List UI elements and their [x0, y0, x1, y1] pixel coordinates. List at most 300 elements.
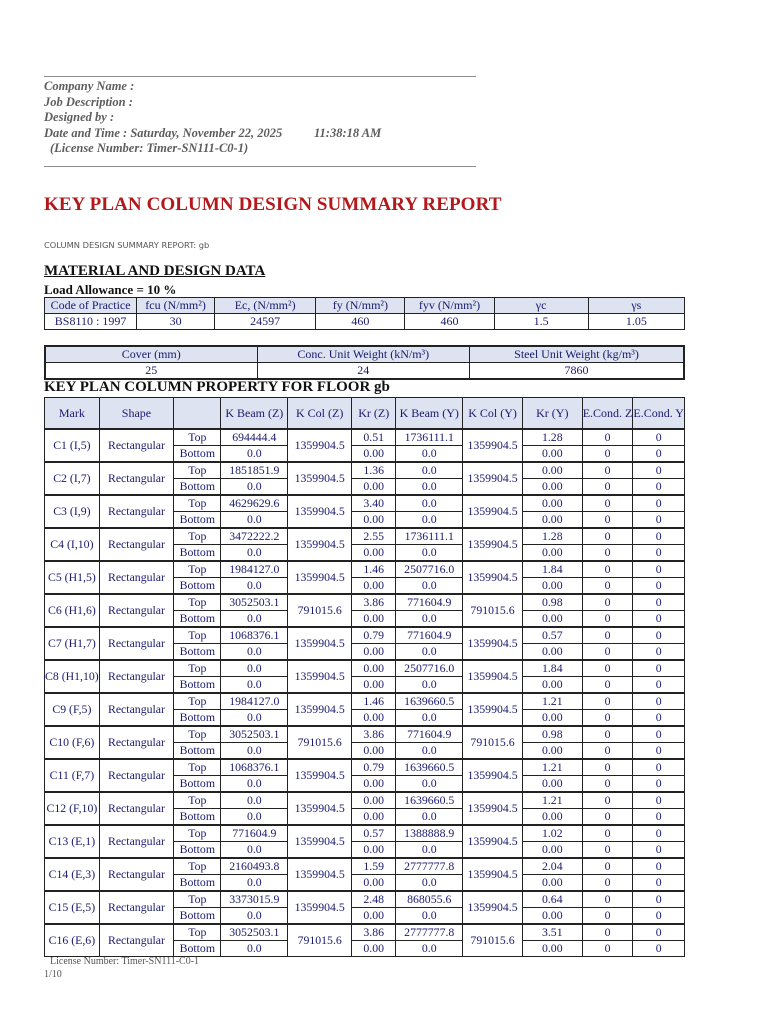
econd-z-value: 0 [582, 660, 633, 677]
position-label: Top [174, 924, 221, 941]
column-shape: Rectangular [99, 825, 173, 858]
table-row [45, 693, 685, 710]
header-kr-y: Kr (Y) [522, 398, 582, 430]
kbeam-z-value: 1984127.0 [221, 561, 288, 578]
position-label: Bottom [174, 941, 221, 957]
kcol-z-value: 1359904.5 [288, 660, 352, 693]
kbeam-z-value: 0.0 [221, 578, 288, 595]
kr-z-value: 0.00 [352, 743, 396, 760]
econd-z-value: 0 [582, 429, 633, 446]
econd-z-value: 0 [582, 512, 633, 529]
kbeam-y-value: 0.0 [396, 545, 463, 562]
kbeam-z-value: 771604.9 [221, 825, 288, 842]
econd-y-value: 0 [633, 825, 685, 842]
kbeam-z-value: 3052503.1 [221, 726, 288, 743]
kcol-y-value: 1359904.5 [463, 891, 523, 924]
kbeam-z-value: 0.0 [221, 710, 288, 727]
kr-y-value: 0.00 [522, 743, 582, 760]
kr-z-value: 0.00 [352, 875, 396, 892]
econd-z-value: 0 [582, 710, 633, 727]
column-mark: C11 (F,7) [45, 759, 100, 792]
econd-z-value: 0 [582, 528, 633, 545]
kr-y-value: 1.21 [522, 792, 582, 809]
econd-y-value: 0 [633, 512, 685, 529]
kr-z-value: 0.00 [352, 677, 396, 694]
kr-y-value: 0.00 [522, 512, 582, 529]
kcol-y-value: 1359904.5 [463, 561, 523, 594]
kcol-y-value: 1359904.5 [463, 693, 523, 726]
kr-y-value: 0.00 [522, 611, 582, 628]
econd-y-value: 0 [633, 726, 685, 743]
column-mark: C6 (H1,6) [45, 594, 100, 627]
weight-value: 25 [45, 363, 257, 380]
column-mark: C10 (F,6) [45, 726, 100, 759]
position-label: Bottom [174, 611, 221, 628]
kbeam-y-value: 0.0 [396, 710, 463, 727]
property-section-title: KEY PLAN COLUMN PROPERTY FOR FLOOR gb [44, 379, 390, 395]
kr-z-value: 1.36 [352, 462, 396, 479]
kcol-z-value: 1359904.5 [288, 759, 352, 792]
position-label: Top [174, 561, 221, 578]
material-header: Code of Practice [45, 298, 137, 314]
kbeam-y-value: 868055.6 [396, 891, 463, 908]
kbeam-z-value: 3052503.1 [221, 924, 288, 941]
header-bottom-rule [44, 166, 476, 167]
header-kcol-z: K Col (Z) [288, 398, 352, 430]
column-mark: C12 (F,10) [45, 792, 100, 825]
table-row [45, 561, 685, 578]
table-row [45, 891, 685, 908]
kr-y-value: 0.00 [522, 941, 582, 957]
report-time: 11:38:18 AM [314, 125, 382, 140]
kr-y-value: 0.00 [522, 644, 582, 661]
table-row [45, 726, 685, 743]
kbeam-y-value: 0.0 [396, 875, 463, 892]
material-header-row [45, 298, 685, 314]
kbeam-z-value: 1068376.1 [221, 759, 288, 776]
position-label: Top [174, 726, 221, 743]
position-label: Top [174, 429, 221, 446]
position-label: Bottom [174, 743, 221, 760]
position-label: Top [174, 693, 221, 710]
econd-z-value: 0 [582, 858, 633, 875]
column-shape: Rectangular [99, 561, 173, 594]
kr-y-value: 0.00 [522, 677, 582, 694]
kbeam-y-value: 1639660.5 [396, 792, 463, 809]
column-mark: C5 (H1,5) [45, 561, 100, 594]
econd-y-value: 0 [633, 908, 685, 925]
report-header [44, 79, 484, 157]
econd-z-value: 0 [582, 462, 633, 479]
designed-by: Designed by : [44, 110, 115, 124]
date-time-line [44, 126, 484, 142]
kbeam-z-value: 3052503.1 [221, 594, 288, 611]
econd-y-value: 0 [633, 842, 685, 859]
column-mark: C16 (E,6) [45, 924, 100, 957]
material-value: 30 [137, 314, 215, 330]
kbeam-z-value: 0.0 [221, 644, 288, 661]
weight-value-row [45, 363, 684, 380]
econd-y-value: 0 [633, 809, 685, 826]
kcol-y-value: 1359904.5 [463, 627, 523, 660]
kr-z-value: 0.00 [352, 710, 396, 727]
header-kcol-y: K Col (Y) [463, 398, 523, 430]
weight-value: 7860 [470, 363, 684, 380]
kbeam-y-value: 0.0 [396, 776, 463, 793]
column-mark: C4 (I,10) [45, 528, 100, 561]
kbeam-y-value: 0.0 [396, 578, 463, 595]
kr-z-value: 0.00 [352, 578, 396, 595]
weight-table [44, 345, 685, 380]
econd-y-value: 0 [633, 924, 685, 941]
kbeam-y-value: 2777777.8 [396, 858, 463, 875]
position-label: Bottom [174, 446, 221, 463]
position-label: Bottom [174, 875, 221, 892]
weight-value: 24 [257, 363, 470, 380]
kbeam-z-value: 694444.4 [221, 429, 288, 446]
kr-y-value: 0.00 [522, 446, 582, 463]
kr-z-value: 3.86 [352, 726, 396, 743]
econd-z-value: 0 [582, 743, 633, 760]
header-kr-z: Kr (Z) [352, 398, 396, 430]
weight-header: Cover (mm) [45, 346, 257, 363]
kr-y-value: 0.00 [522, 908, 582, 925]
kcol-y-value: 1359904.5 [463, 495, 523, 528]
header-position [174, 398, 221, 430]
position-label: Top [174, 462, 221, 479]
company-name: Company Name : [44, 79, 135, 93]
column-shape: Rectangular [99, 462, 173, 495]
position-label: Top [174, 627, 221, 644]
kr-z-value: 0.57 [352, 825, 396, 842]
column-mark: C1 (I,5) [45, 429, 100, 462]
table-row [45, 462, 685, 479]
kr-z-value: 1.59 [352, 858, 396, 875]
kr-z-value: 2.48 [352, 891, 396, 908]
position-label: Top [174, 759, 221, 776]
kbeam-z-value: 0.0 [221, 875, 288, 892]
kr-y-value: 0.00 [522, 462, 582, 479]
table-row [45, 660, 685, 677]
kbeam-z-value: 0.0 [221, 908, 288, 925]
kr-y-value: 1.21 [522, 759, 582, 776]
table-row [45, 792, 685, 809]
kbeam-y-value: 0.0 [396, 908, 463, 925]
kcol-z-value: 791015.6 [288, 726, 352, 759]
table-row [45, 924, 685, 941]
kcol-z-value: 1359904.5 [288, 891, 352, 924]
kcol-z-value: 1359904.5 [288, 792, 352, 825]
kbeam-y-value: 0.0 [396, 677, 463, 694]
econd-z-value: 0 [582, 578, 633, 595]
column-shape: Rectangular [99, 693, 173, 726]
page-footer [44, 955, 199, 981]
kcol-z-value: 791015.6 [288, 924, 352, 957]
econd-z-value: 0 [582, 726, 633, 743]
position-label: Bottom [174, 545, 221, 562]
column-shape: Rectangular [99, 924, 173, 957]
kbeam-y-value: 771604.9 [396, 726, 463, 743]
kbeam-z-value: 1984127.0 [221, 693, 288, 710]
kr-y-value: 0.00 [522, 578, 582, 595]
kcol-y-value: 1359904.5 [463, 429, 523, 462]
kcol-z-value: 1359904.5 [288, 528, 352, 561]
kr-z-value: 2.55 [352, 528, 396, 545]
econd-y-value: 0 [633, 792, 685, 809]
econd-y-value: 0 [633, 776, 685, 793]
econd-z-value: 0 [582, 693, 633, 710]
econd-y-value: 0 [633, 627, 685, 644]
footer-license: License Number: Timer-SN111-C0-1 [50, 956, 200, 967]
position-label: Bottom [174, 776, 221, 793]
job-description: Job Description : [44, 94, 133, 109]
kbeam-y-value: 1736111.1 [396, 429, 463, 446]
kbeam-y-value: 0.0 [396, 495, 463, 512]
econd-z-value: 0 [582, 446, 633, 463]
position-label: Top [174, 858, 221, 875]
kr-z-value: 0.00 [352, 479, 396, 496]
econd-z-value: 0 [582, 809, 633, 826]
econd-z-value: 0 [582, 875, 633, 892]
kr-y-value: 0.00 [522, 545, 582, 562]
column-property-table [44, 397, 685, 957]
kbeam-z-value: 0.0 [221, 743, 288, 760]
column-shape: Rectangular [99, 495, 173, 528]
kbeam-y-value: 0.0 [396, 611, 463, 628]
material-value: 1.05 [588, 314, 684, 330]
kr-y-value: 1.28 [522, 528, 582, 545]
table-row [45, 429, 685, 446]
kr-y-value: 1.02 [522, 825, 582, 842]
kbeam-z-value: 0.0 [221, 941, 288, 957]
column-mark: C8 (H1,10) [45, 660, 100, 693]
position-label: Top [174, 528, 221, 545]
kr-z-value: 0.79 [352, 627, 396, 644]
kr-z-value: 1.46 [352, 561, 396, 578]
kr-z-value: 0.00 [352, 644, 396, 661]
kcol-z-value: 791015.6 [288, 594, 352, 627]
econd-z-value: 0 [582, 759, 633, 776]
kcol-y-value: 1359904.5 [463, 792, 523, 825]
material-header: fyv (N/mm²) [405, 298, 494, 314]
kcol-y-value: 1359904.5 [463, 759, 523, 792]
kr-y-value: 1.84 [522, 561, 582, 578]
kcol-z-value: 1359904.5 [288, 561, 352, 594]
position-label: Bottom [174, 908, 221, 925]
kbeam-z-value: 0.0 [221, 660, 288, 677]
position-label: Bottom [174, 644, 221, 661]
kr-y-value: 0.57 [522, 627, 582, 644]
kr-y-value: 0.00 [522, 710, 582, 727]
kr-y-value: 2.04 [522, 858, 582, 875]
kbeam-y-value: 0.0 [396, 462, 463, 479]
kbeam-y-value: 1388888.9 [396, 825, 463, 842]
column-shape: Rectangular [99, 759, 173, 792]
kcol-y-value: 1359904.5 [463, 858, 523, 891]
kbeam-z-value: 3472222.2 [221, 528, 288, 545]
kbeam-y-value: 2507716.0 [396, 561, 463, 578]
page-number: 1/10 [44, 969, 62, 980]
material-value: 24597 [214, 314, 315, 330]
kcol-y-value: 1359904.5 [463, 660, 523, 693]
material-header: fcu (N/mm²) [137, 298, 215, 314]
material-value: 460 [316, 314, 405, 330]
kr-y-value: 1.21 [522, 693, 582, 710]
kcol-y-value: 791015.6 [463, 594, 523, 627]
position-label: Top [174, 825, 221, 842]
material-value-row [45, 314, 685, 330]
header-shape: Shape [99, 398, 173, 430]
kbeam-y-value: 0.0 [396, 941, 463, 957]
econd-z-value: 0 [582, 495, 633, 512]
econd-y-value: 0 [633, 660, 685, 677]
kbeam-y-value: 771604.9 [396, 627, 463, 644]
kcol-z-value: 1359904.5 [288, 495, 352, 528]
econd-z-value: 0 [582, 677, 633, 694]
material-value: 1.5 [494, 314, 588, 330]
econd-y-value: 0 [633, 858, 685, 875]
econd-y-value: 0 [633, 479, 685, 496]
kbeam-y-value: 2777777.8 [396, 924, 463, 941]
econd-z-value: 0 [582, 792, 633, 809]
econd-z-value: 0 [582, 908, 633, 925]
column-shape: Rectangular [99, 429, 173, 462]
econd-y-value: 0 [633, 875, 685, 892]
econd-y-value: 0 [633, 561, 685, 578]
econd-y-value: 0 [633, 429, 685, 446]
kr-z-value: 0.00 [352, 446, 396, 463]
header-econd-z: E.Cond. Z [582, 398, 633, 430]
kr-z-value: 3.40 [352, 495, 396, 512]
kbeam-z-value: 0.0 [221, 611, 288, 628]
kr-z-value: 0.00 [352, 611, 396, 628]
kbeam-y-value: 0.0 [396, 479, 463, 496]
econd-y-value: 0 [633, 528, 685, 545]
kbeam-z-value: 0.0 [221, 446, 288, 463]
econd-y-value: 0 [633, 578, 685, 595]
kr-z-value: 3.86 [352, 924, 396, 941]
econd-y-value: 0 [633, 941, 685, 957]
material-header: γc [494, 298, 588, 314]
kbeam-z-value: 0.0 [221, 479, 288, 496]
kcol-z-value: 1359904.5 [288, 627, 352, 660]
kcol-z-value: 1359904.5 [288, 462, 352, 495]
header-kbeam-y: K Beam (Y) [396, 398, 463, 430]
column-shape: Rectangular [99, 660, 173, 693]
kr-z-value: 0.00 [352, 776, 396, 793]
position-label: Top [174, 792, 221, 809]
kcol-y-value: 1359904.5 [463, 462, 523, 495]
table-row [45, 858, 685, 875]
econd-y-value: 0 [633, 611, 685, 628]
econd-z-value: 0 [582, 825, 633, 842]
kr-y-value: 0.98 [522, 726, 582, 743]
econd-z-value: 0 [582, 941, 633, 957]
load-allowance: Load Allowance = 10 % [44, 282, 177, 297]
position-label: Bottom [174, 479, 221, 496]
position-label: Bottom [174, 578, 221, 595]
column-shape: Rectangular [99, 528, 173, 561]
kbeam-z-value: 0.0 [221, 677, 288, 694]
econd-y-value: 0 [633, 891, 685, 908]
kbeam-y-value: 771604.9 [396, 594, 463, 611]
weight-header: Steel Unit Weight (kg/m³) [470, 346, 684, 363]
position-label: Bottom [174, 809, 221, 826]
weight-header: Conc. Unit Weight (kN/m³) [257, 346, 470, 363]
kr-z-value: 1.46 [352, 693, 396, 710]
kr-z-value: 0.00 [352, 842, 396, 859]
report-subtitle: COLUMN DESIGN SUMMARY REPORT: gb [44, 240, 210, 250]
kr-y-value: 0.98 [522, 594, 582, 611]
econd-z-value: 0 [582, 891, 633, 908]
kbeam-z-value: 3373015.9 [221, 891, 288, 908]
kcol-y-value: 791015.6 [463, 924, 523, 957]
econd-y-value: 0 [633, 495, 685, 512]
econd-y-value: 0 [633, 545, 685, 562]
econd-y-value: 0 [633, 759, 685, 776]
kr-y-value: 3.51 [522, 924, 582, 941]
table-row [45, 528, 685, 545]
header-econd-y: E.Cond. Y [633, 398, 685, 430]
position-label: Top [174, 594, 221, 611]
material-header: Ec, (N/mm²) [214, 298, 315, 314]
date-time: Date and Time : Saturday, November 22, 2025 [44, 125, 283, 140]
kr-z-value: 0.79 [352, 759, 396, 776]
table-row [45, 759, 685, 776]
econd-z-value: 0 [582, 561, 633, 578]
table-row [45, 627, 685, 644]
column-mark: C2 (I,7) [45, 462, 100, 495]
kr-z-value: 0.00 [352, 809, 396, 826]
kbeam-y-value: 0.0 [396, 644, 463, 661]
kbeam-z-value: 1068376.1 [221, 627, 288, 644]
kr-y-value: 0.00 [522, 495, 582, 512]
kr-z-value: 0.00 [352, 792, 396, 809]
econd-y-value: 0 [633, 677, 685, 694]
econd-z-value: 0 [582, 611, 633, 628]
header-mark: Mark [45, 398, 100, 430]
kcol-y-value: 1359904.5 [463, 528, 523, 561]
econd-y-value: 0 [633, 693, 685, 710]
kr-z-value: 0.00 [352, 941, 396, 957]
kbeam-z-value: 0.0 [221, 776, 288, 793]
kr-y-value: 0.00 [522, 479, 582, 496]
econd-z-value: 0 [582, 545, 633, 562]
header-top-rule [44, 76, 476, 77]
kbeam-y-value: 0.0 [396, 446, 463, 463]
kbeam-y-value: 2507716.0 [396, 660, 463, 677]
position-label: Top [174, 495, 221, 512]
position-label: Bottom [174, 842, 221, 859]
kr-z-value: 0.00 [352, 908, 396, 925]
kcol-z-value: 1359904.5 [288, 429, 352, 462]
material-table [44, 297, 685, 330]
kbeam-z-value: 2160493.8 [221, 858, 288, 875]
kbeam-y-value: 0.0 [396, 512, 463, 529]
kbeam-z-value: 0.0 [221, 545, 288, 562]
econd-z-value: 0 [582, 924, 633, 941]
column-mark: C3 (I,9) [45, 495, 100, 528]
column-shape: Rectangular [99, 627, 173, 660]
kbeam-y-value: 1639660.5 [396, 693, 463, 710]
material-header: fy (N/mm²) [316, 298, 405, 314]
kbeam-y-value: 0.0 [396, 809, 463, 826]
econd-y-value: 0 [633, 710, 685, 727]
kbeam-z-value: 1851851.9 [221, 462, 288, 479]
kr-z-value: 0.00 [352, 512, 396, 529]
kr-y-value: 0.00 [522, 809, 582, 826]
kr-y-value: 0.00 [522, 842, 582, 859]
